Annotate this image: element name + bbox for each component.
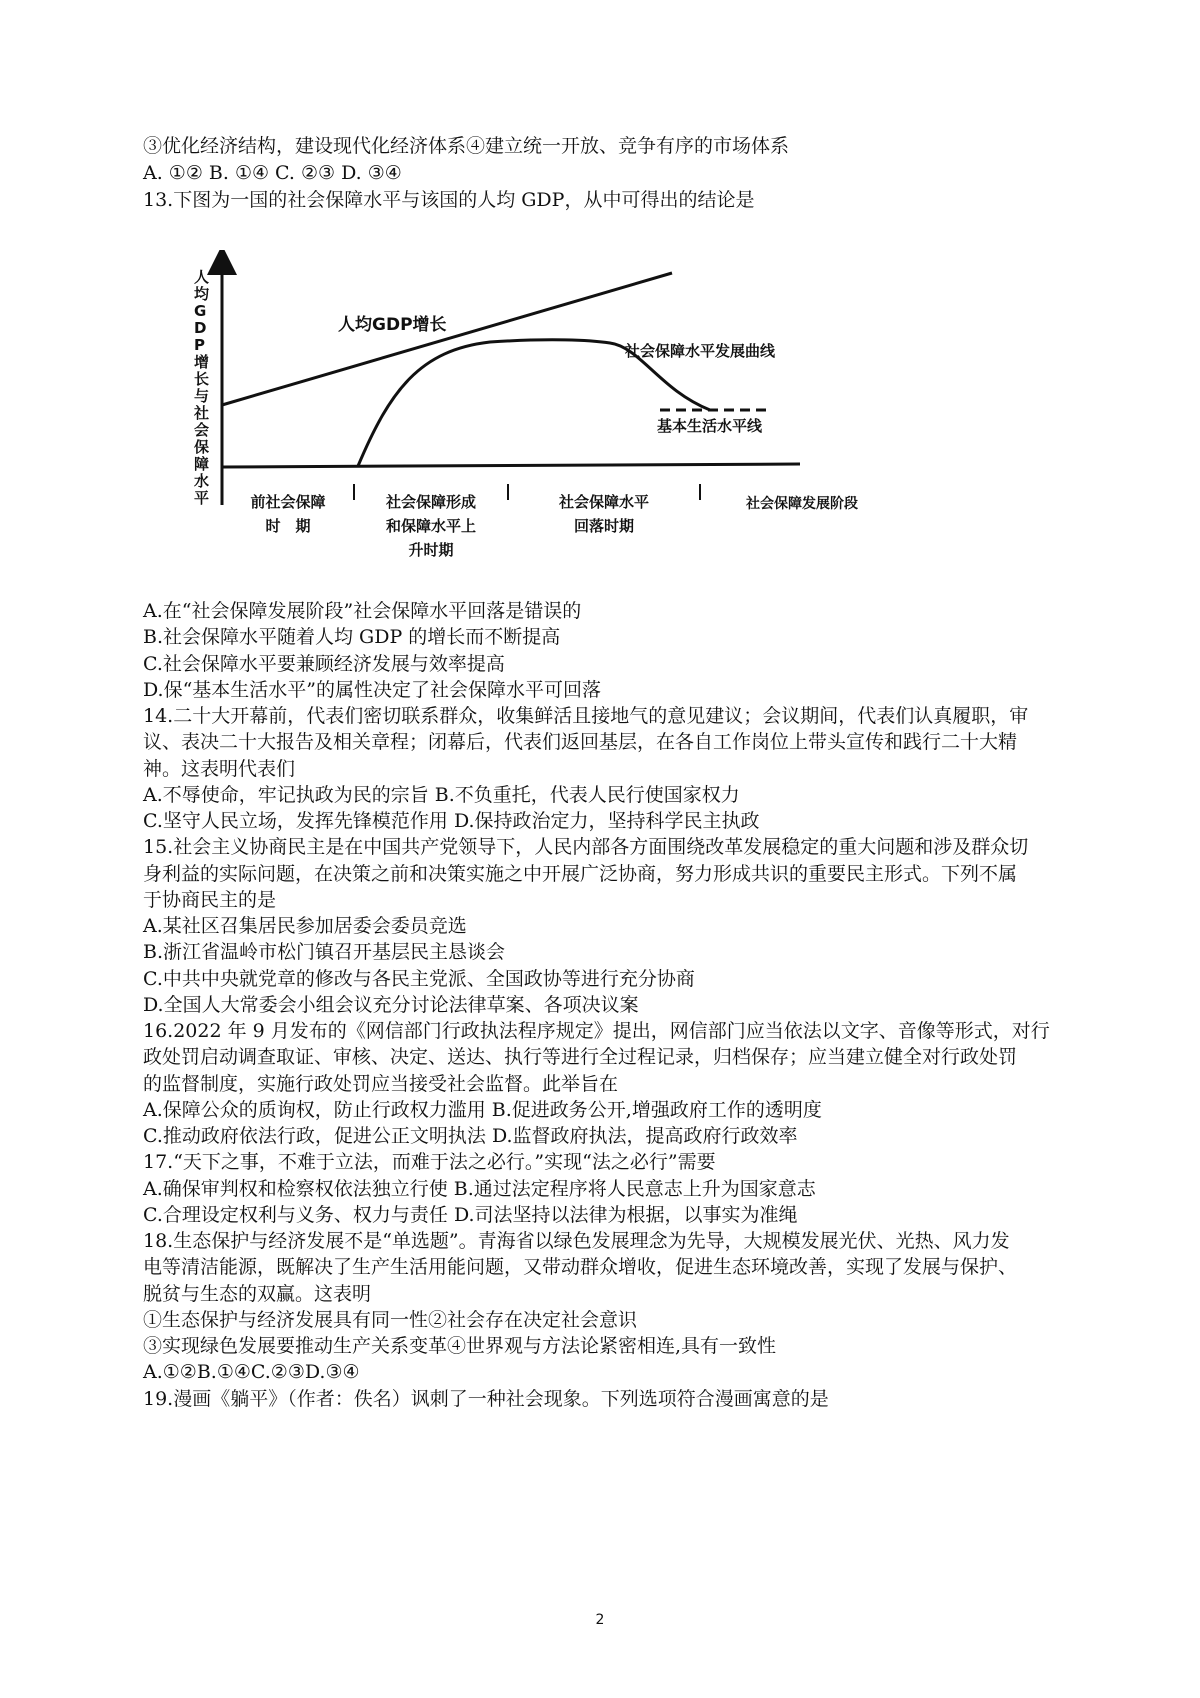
x-axis xyxy=(222,464,800,467)
question-13-stem: 13.下图为一国的社会保障水平与该国的人均 GDP，从中可得出的结论是 xyxy=(143,189,755,211)
text-line: C.中共中央就党章的修改与各民主党派、全国政协等进行充分协商 xyxy=(143,968,695,990)
baseline-label: 基本生活水平线 xyxy=(657,417,763,435)
y-axis-label-char: P xyxy=(194,336,205,354)
stage-label: 社会保障水平 xyxy=(558,493,650,511)
text-line: 电等清洁能源，既解决了生产生活用能问题，又带动群众增收，促进生态环境改善，实现了发展与保护、 xyxy=(143,1256,1018,1278)
stage-label: 回落时期 xyxy=(573,517,635,535)
stage-label: 时 期 xyxy=(265,517,311,535)
text-line: B.社会保障水平随着人均 GDP 的增长而不断提高 xyxy=(143,626,561,648)
text-line: ③优化经济结构，建设现代化经济体系④建立统一开放、竞争有序的市场体系 xyxy=(143,135,790,157)
gdp-growth-line xyxy=(222,273,672,405)
text-line: D.保“基本生活水平”的属性决定了社会保障水平可回落 xyxy=(143,679,602,701)
y-axis-label-char: 会 xyxy=(194,421,210,439)
text-line: 于协商民主的是 xyxy=(143,889,277,911)
text-line: 16.2022 年 9 月发布的《网信部门行政执法程序规定》提出，网信部门应当依法以文字、音像等形式，对行 xyxy=(143,1020,1050,1042)
text-line: A.某社区召集居民参加居委会委员竞选 xyxy=(143,915,467,937)
text-line: 17.“天下之事，不难于立法，而难于法之必行。”实现“法之必行”需要 xyxy=(143,1151,716,1173)
text-line: A.确保审判权和检察权依法独立行使 B.通过法定程序将人民意志上升为国家意志 xyxy=(143,1178,816,1200)
text-line: 身利益的实际问题，在决策之前和决策实施之中开展广泛协商，努力形成共识的重要民主形式。下列不属 xyxy=(143,863,1018,885)
text-line: 15.社会主义协商民主是在中国共产党领导下，人民内部各方面围绕改革发展稳定的重大问题和涉及群众切 xyxy=(143,836,1029,858)
y-axis-label-char: 社 xyxy=(194,404,210,422)
y-axis-label-char: 平 xyxy=(194,489,210,507)
y-axis-label-char: 障 xyxy=(194,455,210,473)
y-axis-label-group xyxy=(193,268,210,507)
text-line: 脱贫与生态的双赢。这表明 xyxy=(143,1283,372,1305)
text-line: ①生态保护与经济发展具有同一性②社会存在决定社会意识 xyxy=(143,1309,638,1331)
stage-label: 升时期 xyxy=(408,541,454,559)
gdp-line-label: 人均GDP增长 xyxy=(338,315,447,335)
text-line: 政处罚启动调查取证、审核、决定、送达、执行等进行全过程记录，归档保存；应当建立健全对行政处罚 xyxy=(143,1046,1018,1068)
y-axis-label-char: 长 xyxy=(194,370,210,388)
text-line: C.社会保障水平要兼顾经济发展与效率提高 xyxy=(143,653,505,675)
text-line: 18.生态保护与经济发展不是“单选题”。青海省以绿色发展理念为先导，大规模发展光伏、光热、风力发 xyxy=(143,1230,1010,1252)
y-axis-label-char: D xyxy=(194,319,207,337)
page-number: 2 xyxy=(595,1612,605,1628)
y-axis-label-char: 增 xyxy=(194,353,210,371)
stage-label: 和保障水平上 xyxy=(385,517,477,535)
stage-label: 社会保障形成 xyxy=(385,493,477,511)
text-line: C.坚守人民立场，发挥先锋模范作用 D.保持政治定力，坚持科学民主执政 xyxy=(143,810,760,832)
text-line: C.推动政府依法行政，促进公正文明执法 D.监督政府执法，提高政府行政效率 xyxy=(143,1125,798,1147)
text-line: 14.二十大开幕前，代表们密切联系群众，收集鲜活且接地气的意见建议；会议期间，代表们认真履职，审 xyxy=(143,705,1029,727)
y-axis-label-char: 水 xyxy=(194,472,210,490)
text-line: A. ①② B. ①④ C. ②③ D. ③④ xyxy=(143,162,402,184)
y-axis-label-char: G xyxy=(194,302,207,320)
y-axis-label-char: 与 xyxy=(194,387,210,405)
y-axis-label-char: 均 xyxy=(194,285,210,303)
text-line: B.浙江省温岭市松门镇召开基层民主恳谈会 xyxy=(143,941,506,963)
stage-label: 前社会保障 xyxy=(250,493,326,511)
stage-labels xyxy=(250,493,649,559)
text-line: 神。这表明代表们 xyxy=(143,758,296,780)
x-axis-label: 社会保障发展阶段 xyxy=(746,496,858,512)
text-line: 的监督制度，实施行政处罚应当接受社会监督。此举旨在 xyxy=(143,1073,619,1095)
y-axis-label-char: 保 xyxy=(194,438,210,456)
text-line: C.合理设定权利与义务、权力与责任 D.司法坚持以法律为根据，以事实为准绳 xyxy=(143,1204,798,1226)
text-line: A.在“社会保障发展阶段”社会保障水平回落是错误的 xyxy=(143,600,582,622)
text-line: 议、表决二十大报告及相关章程；闭幕后，代表们返回基层，在各自工作岗位上带头宣传和践行二十大精 xyxy=(143,731,1018,753)
text-line: 19.漫画《躺平》（作者：佚名）讽刺了一种社会现象。下列选项符合漫画寓意的是 xyxy=(143,1388,829,1410)
text-line: A.不辱使命，牢记执政为民的宗旨 B.不负重托，代表人民行使国家权力 xyxy=(143,784,740,806)
text-line: A.①②B.①④C.②③D.③④ xyxy=(143,1361,360,1383)
social-security-diagram xyxy=(190,250,1010,595)
curve-label: 社会保障水平发展曲线 xyxy=(625,342,776,360)
text-line: D.全国人大常委会小组会议充分讨论法律草案、各项决议案 xyxy=(143,994,639,1016)
text-line: A.保障公众的质询权，防止行政权力滥用 B.促进政务公开,增强政府工作的透明度 xyxy=(143,1099,822,1121)
text-line: ③实现绿色发展要推动生产关系变革④世界观与方法论紧密相连,具有一致性 xyxy=(143,1335,777,1357)
y-axis-label-char: 人 xyxy=(194,268,210,286)
